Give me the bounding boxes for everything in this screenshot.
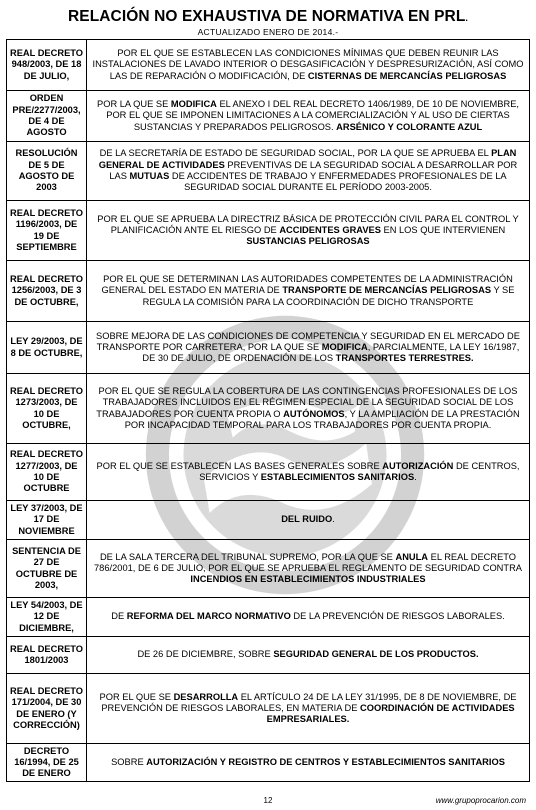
regulation-reference: LEY 29/2003, DE 8 DE OCTUBRE, — [7, 322, 87, 374]
regulation-description: DEL RUIDO. — [87, 501, 530, 540]
regulation-description: POR LA QUE SE MODIFICA EL ANEXO I DEL REAL DECRETO 1406/1989, DE 10 DE NOVIEMBRE, POR EL QUE SE IMPONEN LIMITACIONES A LA COMERCIALIZACIÓN Y AL USO DE CIERTAS SUSTANCIAS Y PREPARADOS PELIGROSOS. ARSÉNICO Y COLORANTE AZUL — [87, 91, 530, 142]
table-row — [7, 201, 530, 261]
regulation-description: POR EL QUE SE DESARROLLA EL ARTÍCULO 24 DE LA LEY 31/1995, DE 8 DE NOVIEMBRE, DE PREVENCIÓN DE RIESGOS LABORALES, EN MATERIA DE COORDINACIÓN DE ACTIVIDADES EMPRESARIALES. — [87, 674, 530, 744]
page-title: RELACIÓN NO EXHAUSTIVA DE NORMATIVA EN PRL. — [67, 8, 469, 25]
regulation-reference: LEY 54/2003, DE 12 DE DICIEMBRE, — [7, 598, 87, 637]
regulation-description: POR EL QUE SE DETERMINAN LAS AUTORIDADES COMPETENTES DE LA ADMINISTRACIÓN GENERAL DEL ESTADO EN MATERIA DE TRANSPORTE DE MERCANCÍAS PELIGROSAS Y SE REGULA LA COMISIÓN PARA LA COORDINACIÓN DE DICHO TRANSPORTE — [87, 261, 530, 322]
regulation-description: POR EL QUE SE REGULA LA COBERTURA DE LAS CONTINGENCIAS PROFESIONALES DE LOS TRABAJADORES INCLUIDOS EN EL RÉGIMEN ESPECIAL DE LA SEGURIDAD SOCIAL DE LOS TRABAJADORES POR CUENTA PROPIA O AUTÓNOMOS, Y LA AMPLIACIÓN DE LA PRESTACIÓN POR INCAPACIDAD TEMPORAL PARA LOS TRABAJADORES POR CUENTA PROPIA. — [87, 374, 530, 444]
regulation-reference: REAL DECRETO 948/2003, DE 18 DE JULIO, — [7, 40, 87, 91]
table-row — [7, 674, 530, 744]
table-row — [7, 374, 530, 444]
table-row — [7, 261, 530, 322]
page-number: 12 — [263, 796, 273, 805]
website-url: www.grupoprocarion.com — [435, 796, 526, 805]
regulation-reference: ORDEN PRE/2277/2003, DE 4 DE AGOSTO — [7, 91, 87, 142]
table-row — [7, 744, 530, 782]
table-row — [7, 444, 530, 501]
table-row — [7, 322, 530, 374]
regulation-reference: SENTENCIA DE 27 DE OCTUBRE DE 2003, — [7, 540, 87, 598]
regulation-reference: REAL DECRETO 1801/2003 — [7, 637, 87, 674]
table-row — [7, 501, 530, 540]
table-row — [7, 637, 530, 674]
table-row — [7, 142, 530, 201]
regulation-reference: REAL DECRETO 1273/2003, DE 10 DE OCTUBRE, — [7, 374, 87, 444]
regulation-reference: REAL DECRETO 171/2004, DE 30 DE ENERO (Y CORRECCIÓN) — [7, 674, 87, 744]
regulation-description: POR EL QUE SE ESTABLECEN LAS CONDICIONES MÍNIMAS QUE DEBEN REUNIR LAS INSTALACIONES DE LAVADO INTERIOR O DESGASIFICACIÓN Y DESPRESURIZACIÓN, ASÍ COMO LAS DE REPARACIÓN O MODIFICACIÓN, DE CISTERNAS DE MERCANCÍAS PELIGROSAS — [87, 40, 530, 91]
regulation-description: SOBRE AUTORIZACIÓN Y REGISTRO DE CENTROS Y ESTABLECIMIENTOS SANITARIOS — [87, 744, 530, 782]
regulation-description: DE LA SALA TERCERA DEL TRIBUNAL SUPREMO, POR LA QUE SE ANULA EL REAL DECRETO 786/2001, DE 6 DE JULIO, POR EL QUE SE APRUEBA EL REGLAMENTO DE SEGURIDAD CONTRA INCENDIOS EN ESTABLECIMIENTOS INDUSTRIALES — [87, 540, 530, 598]
regulation-reference: REAL DECRETO 1256/2003, DE 3 DE OCTUBRE, — [7, 261, 87, 322]
table-row — [7, 40, 530, 91]
regulation-reference: REAL DECRETO 1196/2003, DE 19 DE SEPTIEMBRE — [7, 201, 87, 261]
regulations-table — [6, 39, 530, 782]
regulation-reference: RESOLUCIÓN DE 5 DE AGOSTO DE 2003 — [7, 142, 87, 201]
regulation-description: DE LA SECRETARÍA DE ESTADO DE SEGURIDAD SOCIAL, POR LA QUE SE APRUEBA EL PLAN GENERAL DE ACTIVIDADES PREVENTIVAS DE LA SEGURIDAD SOCIAL A DESARROLLAR POR LAS MUTUAS DE ACCIDENTES DE TRABAJO Y ENFERMEDADES PROFESIONALES DE LA SEGURIDAD SOCIAL DURANTE EL PERÍODO 2003-2005. — [87, 142, 530, 201]
regulation-description: DE 26 DE DICIEMBRE, SOBRE SEGURIDAD GENERAL DE LOS PRODUCTOS. — [87, 637, 530, 674]
regulation-reference: DECRETO 16/1994, DE 25 DE ENERO — [7, 744, 87, 782]
table-row — [7, 91, 530, 142]
page-subtitle: ACTUALIZADO ENERO DE 2014.- — [197, 27, 339, 37]
table-row — [7, 540, 530, 598]
regulation-description: POR EL QUE SE APRUEBA LA DIRECTRIZ BÁSICA DE PROTECCIÓN CIVIL PARA EL CONTROL Y PLANIFICACIÓN ANTE EL RIESGO DE ACCIDENTES GRAVES EN LOS QUE INTERVIENEN SUSTANCIAS PELIGROSAS — [87, 201, 530, 261]
regulation-description: SOBRE MEJORA DE LAS CONDICIONES DE COMPETENCIA Y SEGURIDAD EN EL MERCADO DE TRANSPORTE POR CARRETERA, POR LA QUE SE MODIFICA, PARCIALMENTE, LA LEY 16/1987, DE 30 DE JULIO, DE ORDENACIÓN DE LOS TRANSPORTES TERRESTRES. — [87, 322, 530, 374]
regulation-description: DE REFORMA DEL MARCO NORMATIVO DE LA PREVENCIÓN DE RIESGOS LABORALES. — [87, 598, 530, 637]
regulation-reference: LEY 37/2003, DE 17 DE NOVIEMBRE — [7, 501, 87, 540]
table-row — [7, 598, 530, 637]
regulation-reference: REAL DECRETO 1277/2003, DE 10 DE OCTUBRE — [7, 444, 87, 501]
regulation-description: POR EL QUE SE ESTABLECEN LAS BASES GENERALES SOBRE AUTORIZACIÓN DE CENTROS, SERVICIOS Y ESTABLECIMIENTOS SANITARIOS. — [87, 444, 530, 501]
